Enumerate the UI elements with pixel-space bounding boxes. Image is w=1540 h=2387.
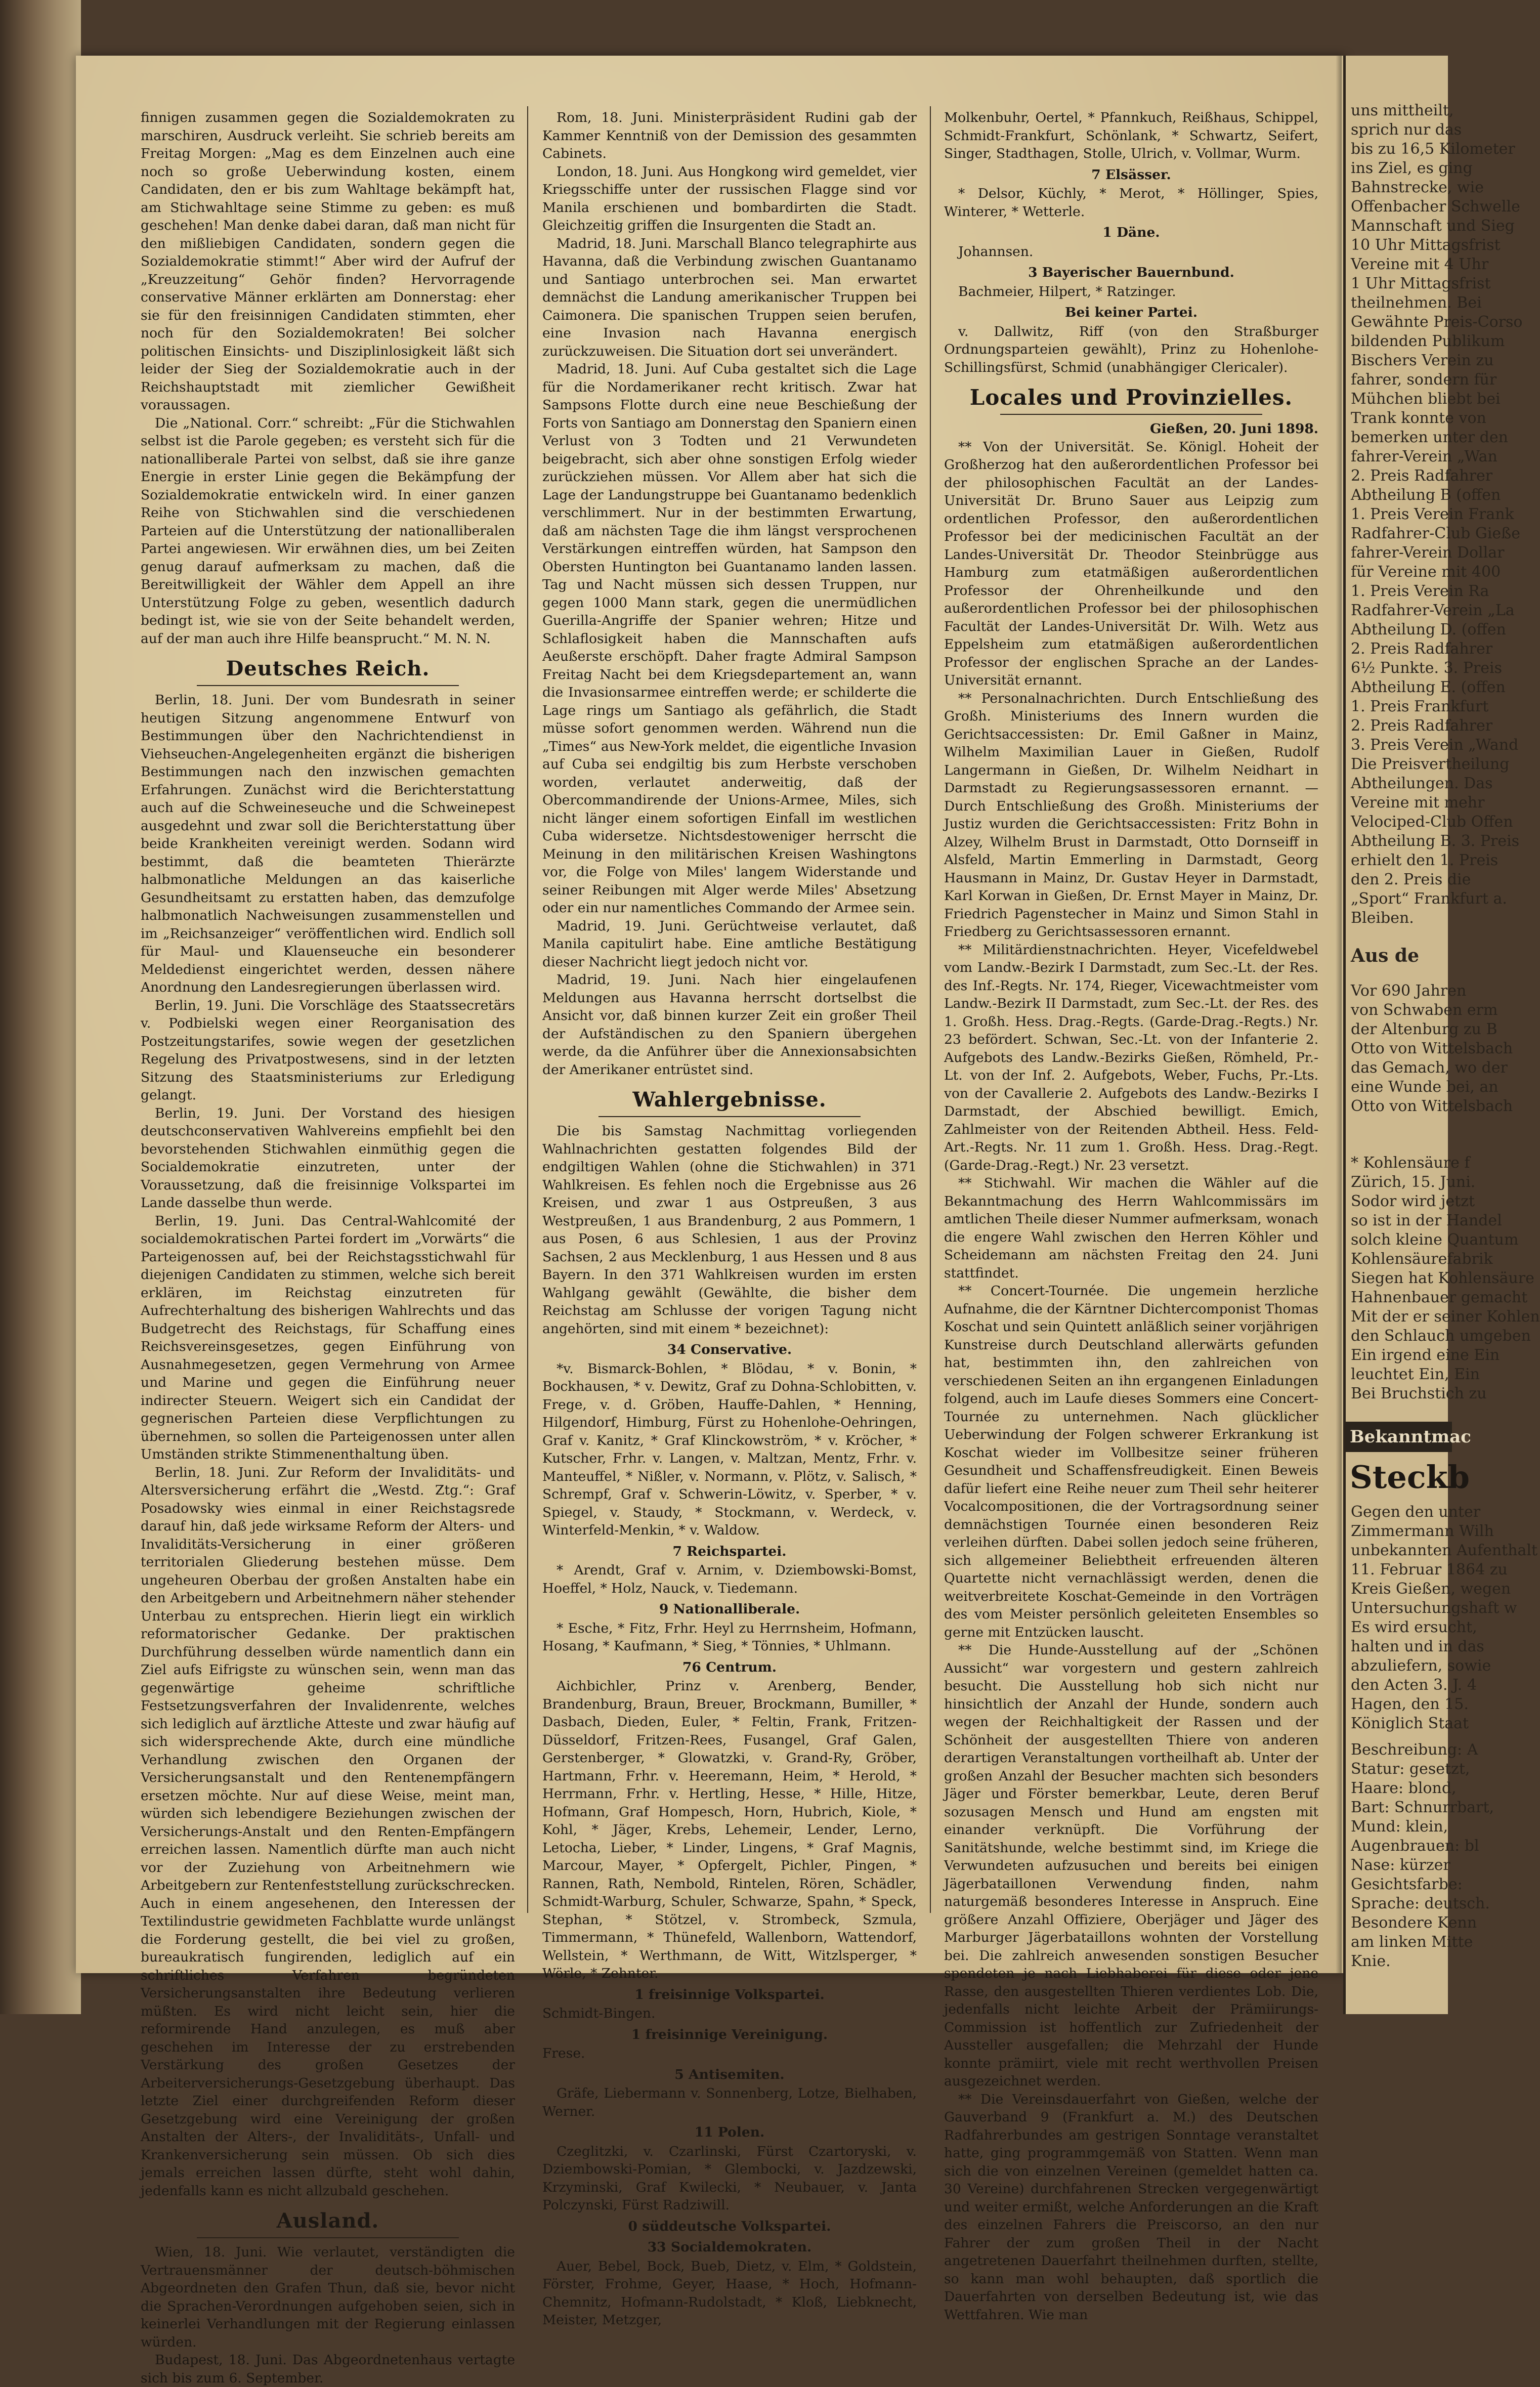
party-members: Czeglitzki, v. Czarlinski, Fürst Czartoryski, v. Dziembowski-Pomian, * Glembocki, v. Jazdzewski, Krzyminski, Graf Kwilecki, * Neubauer, v. Janta Polczynski, Fürst Radziwill. xyxy=(542,2143,917,2213)
party-members: * Delsor, Küchly, * Merot, * Höllinger, Spies, Winterer, * Wetterle. xyxy=(944,186,1318,220)
book-binding xyxy=(0,0,81,2014)
party-heading: 1 freisinnige Vereinigung. xyxy=(631,2026,828,2042)
article-paragraph: Berlin, 19. Juni. Der Vorstand des hiesigen deutschconservativen Wahlvereins empfiehlt bei den bevorstehenden Stichwahlen einmüthig gegen die Socialdemokratie einzutreten, unter der Voraussetzung, daß die freisinnige Volkspartei im Lande dasselbe thun werde. xyxy=(141,1105,515,1211)
article-paragraph: Madrid, 19. Juni. Gerüchtweise verlautet, daß Manila capitulirt habe. Eine amtliche Bestätigung dieser Nachricht liegt jedoch nicht vor. xyxy=(542,918,917,970)
adjacent-text-line: Es wird ersucht, xyxy=(1351,1618,1477,1636)
party-heading: 3 Bayerischer Bauernbund. xyxy=(1028,265,1234,280)
column-rule-1 xyxy=(527,106,528,1913)
adjacent-text-line: Königlich Staat xyxy=(1351,1715,1469,1732)
adjacent-text-line: Statur: gesetzt, xyxy=(1351,1760,1470,1778)
party-heading: 1 Däne. xyxy=(1102,225,1160,240)
adjacent-text-line: Velociped-Club Offen xyxy=(1351,813,1513,831)
adjacent-text-line: erhielt den 1. Preis xyxy=(1351,851,1499,869)
adjacent-text-line: uns mittheilt, xyxy=(1351,102,1454,119)
adjacent-text-line: Bart: Schnurrbart, xyxy=(1351,1799,1494,1816)
adjacent-text-line: leuchtet Ein, Ein xyxy=(1351,1366,1480,1383)
adjacent-text-line: Gegen den unter xyxy=(1351,1503,1481,1521)
article-paragraph: London, 18. Juni. Aus Hongkong wird gemeldet, vier Kriegsschiffe unter der russischen Flagge sind vor Manila erschienen und bombardirten die Stadt. Gleichzeitig griffen die Insurgenten die Stadt an. xyxy=(542,163,917,233)
party-members: *v. Bismarck-Bohlen, * Blödau, * v. Bonin, * Bockhausen, * v. Dewitz, Graf zu Dohna-Schlobitten, v. Frege, v. d. Gröben, Hauffe-Dahlen, * Henning, Hilgendorf, Himburg, Fürst zu Hohenlohe-Oehringen, Graf v. Kanitz, * Graf Klinckowström, * v. Kröcher, * Kutscher, Frhr. v. Langen, v. Maltzan, Mentz, Frhr. v. Manteuffel, * Nißler, v. Normann, v. Plötz, v. Salisch, * Schrempf, Graf v. Schwerin-Löwitz, v. Sperber, * v. Spiegel, v. Staudy, * Stockmann, v. Werdeck, v. Winterfeld-Menkin, * v. Waldow. xyxy=(542,1360,917,1538)
heading-rule xyxy=(1000,414,1262,415)
adjacent-text-block xyxy=(1351,1154,1540,1403)
heading-rule xyxy=(598,1116,861,1117)
adjacent-text-line: halten und in das xyxy=(1351,1638,1484,1655)
adjacent-text-line: Hahnenbauer gemacht xyxy=(1351,1289,1528,1306)
party-heading: Bei keiner Partei. xyxy=(1065,305,1197,320)
adjacent-text-line: Besondere Kenn xyxy=(1351,1914,1477,1932)
adjacent-text-line: Otto von Wittelsbach xyxy=(1351,1097,1513,1115)
adjacent-text-line: Untersuchungshaft w xyxy=(1351,1599,1517,1617)
party-members: Bachmeier, Hilpert, * Ratzinger. xyxy=(958,283,1176,300)
page-fold-shadow xyxy=(1336,56,1342,1973)
adjacent-text-line: ins Ziel, es ging xyxy=(1351,159,1473,177)
heading-rule xyxy=(197,2237,459,2238)
adjacent-text-line: 2. Preis Radfahrer xyxy=(1351,640,1493,658)
adjacent-text-line: eine Wunde bei, an xyxy=(1351,1078,1499,1096)
adjacent-text-line: Gewähnte Preis-Corso xyxy=(1351,313,1523,331)
adjacent-text-line: 2. Preis Radfahrer xyxy=(1351,717,1493,735)
adjacent-text-line: Zürich, 15. Juni. xyxy=(1351,1173,1476,1191)
party-heading: 7 Elsässer. xyxy=(1091,166,1171,183)
adjacent-text-line: solch kleine Quantum xyxy=(1351,1231,1519,1249)
adjacent-text-line: Otto von Wittelsbach xyxy=(1351,1040,1513,1057)
article-paragraph: ** Personalnachrichten. Durch Entschließung des Großh. Ministeriums des Innern wurden die Gerichtsaccessisten: Dr. Emil Gaßner in Mainz, Wilhelm Maximilian Lauer in Gießen, Rudolf Langermann in Gießen, Dr. Wilhelm Neidhart in Darmstadt zu Regierungsassessoren ernannt. — Durch Entschließung des Großh. Ministeriums der Justiz wurden die Gerichtsaccessisten: Fritz Bohn in Alzey, Wilhelm Brust in Darmstadt, Otto Dornseiff in Alsfeld, Martin Emmerling in Darmstadt, Georg Hausmann in Mainz, Dr. Gustav Heyer in Darmstadt, Karl Korwan in Gießen, Dr. Ernst Mayer in Mainz, Dr. Friedrich Pagenstecher in Mainz und Simon Stahl in Friedberg zu Gerichtsassessoren ernannt. xyxy=(944,690,1318,940)
adjacent-text-line: so ist in der Handel xyxy=(1351,1212,1502,1229)
article-paragraph: Die „National. Corr.“ schreibt: „Für die Stichwahlen selbst ist die Parole gegeben; es versteht sich für die nationalliberale Partei von selbst, daß sie ihre ganze Energie in erster Linie gegen die Bekämpfung der Sozialdemokratie entwickeln wird. In einer ganzen Reihe von Stichwahlen sind die verschiedenen Parteien auf die Unterstützung der nationalliberalen Partei angewiesen. Wir erwähnen dies, um bei Zeiten genug darauf aufmerksam zu machen, daß die Bereitwilligkeit der Wähler dem Appell an ihre Unterstützung Folge zu geben, wesentlich dadurch bedingt ist, wie sie von der Seite behandelt werden, auf der man auch ihre Hilfe beansprucht.“ M. N. N. xyxy=(141,415,515,647)
party-members: Johannsen. xyxy=(958,243,1034,260)
adjacent-text-line: Trank konnte von xyxy=(1351,409,1486,427)
adjacent-text-line: 10 Uhr Mittagsfrist xyxy=(1351,236,1501,254)
adjacent-text-line: Abtheilungen. Das xyxy=(1351,775,1493,792)
adjacent-text-line: Abtheilung D. (offen xyxy=(1351,621,1506,638)
adjacent-text-line: fahrer-Verein „Wan xyxy=(1351,448,1498,465)
article-paragraph: ** Stichwahl. Wir machen die Wähler auf die Bekanntmachung des Herrn Wahlcommissärs im amtlichen Theile dieser Nummer aufmerksam, wonach die engere Wahl zwischen den Herren Köhler und Scheidemann am nächsten Freitag den 24. Juni stattfindet. xyxy=(944,1175,1318,1281)
adjacent-text-block xyxy=(1351,1503,1537,1733)
adjacent-text-line: Bahnstrecke, wie xyxy=(1351,179,1484,196)
party-members: Molkenbuhr, Oertel, * Pfannkuch, Reißhaus, Schippel, Schmidt-Frankfurt, Schönlank, * Schwartz, Seifert, Singer, Stadthagen, Stolle, Ulrich, v. Vollmar, Wurm. xyxy=(944,110,1318,161)
article-paragraph: Die bis Samstag Nachmittag vorliegenden Wahlnachrichten gestatten folgendes Bild der endgiltigen Wahlen (ohne die Stichwahlen) in 371 Wahlkreisen. Es fehlen noch die Ergebnisse aus 26 Kreisen, und zwar 1 aus Ostpreußen, 3 aus Westpreußen, 1 aus Brandenburg, 2 aus Pommern, 1 aus Posen, 6 aus Schlesien, 1 aus der Provinz Sachsen, 2 aus Mecklenburg, 1 aus Hessen und 8 aus Bayern. In den 371 Wahlkreisen wurden im ersten Wahlgang gewählt (Gewählte, die bisher dem Reichstag am Schlusse der vorigen Tagung nicht angehörten, sind mit einem * bezeichnet): xyxy=(542,1123,917,1337)
adjacent-text-line: Bischers Verein zu xyxy=(1351,352,1494,369)
article-paragraph: Berlin, 19. Juni. Das Central-Wahlcomité der socialdemokratischen Partei fordert im „Vorwärts“ die Parteigenossen auf, bei der Reichstagsstichwahl für diejenigen Candidaten zu stimmen, welche sich bereit erklären, im Reichstag einzutreten für Aufrechterhaltung des bisherigen Wahlrechts und das Budgetrecht des Reichstags, für Schaffung eines Reichsvereinsgesetzes, gegen Einführung von Ausnahmegesetzen, gegen Vermehrung von Armee und Marine und gegen die Einführung neuer indirecter Steuern. Weigert sich ein Candidat der gegnerischen Parteien diese Verpflichtungen zu übernehmen, so sollen die Parteigenossen unter allen Umständen strikte Stimmenenthaltung üben. xyxy=(141,1213,515,1462)
adjacent-text-line: bemerken unter den xyxy=(1351,429,1508,446)
adjacent-text-line: Sprache: deutsch. xyxy=(1351,1895,1490,1912)
party-members: Schmidt-Bingen. xyxy=(542,2006,656,2021)
party-heading: 5 Antisemiten. xyxy=(674,2066,785,2082)
adjacent-text-line: Abtheilung B. 3. Preis xyxy=(1351,832,1520,850)
party-members: v. Dallwitz, Riff (von den Straßburger Ordnungsparteien gewählt), Prinz zu Hohenlohe-Schillingsfürst, Schmid (unabhängiger Clericaler). xyxy=(944,323,1318,375)
adjacent-text-line: Bei Bruchstich zu xyxy=(1351,1385,1487,1402)
column-1 xyxy=(141,109,515,2387)
dateline: Gießen, 20. Juni 1898. xyxy=(1150,421,1318,437)
adjacent-text-line: Offenbacher Schwelle xyxy=(1351,198,1520,216)
column-rule-2 xyxy=(930,106,931,1913)
adjacent-text-line: bis zu 16,5 Kilometer xyxy=(1351,140,1515,158)
article-paragraph: Madrid, 18. Juni. Marschall Blanco telegraphirte aus Havanna, daß die Verbindung zwischen Guantanamo und Santiago unterbrochen sei. Man erwartet demnächst die Landung amerikanischer Truppen bei Caimonera. Die spanischen Truppen seien berufen, eine Invasion nach Havanna energisch zurückzuweisen. Die Situation dort sei unverändert. xyxy=(542,235,917,359)
adjacent-text-line: Beschreibung: A xyxy=(1351,1741,1478,1759)
adjacent-text-line: Ein irgend eine Ein xyxy=(1351,1346,1500,1364)
steckbrief-heading: Steckb xyxy=(1350,1459,1470,1496)
article-paragraph: ** Die Vereinsdauerfahrt von Gießen, welche der Gauverband 9 (Frankfurt a. M.) des Deutschen Radfahrerbundes am gestrigen Sonntage veranstaltet hatte, ging programmgemäß von Statten. Wenn man sich die von einzelnen Vereinen (gemeldet hatten ca. 30 Vereine) durchfahrenen Strecken vergegenwärtigt und weiter ermißt, welche Anforderungen an die Kraft des einzelnen Fahrers die Preiscorso, an den nur Fahrer der zum großen Theil in der Nacht angetretenen Dauerfahrt theilnehmen durften, stellte, so kann man wohl behaupten, daß sportlich die Dauerfahrten von derselben Bedeutung ist, wie das Wettfahren. Wie man xyxy=(944,2091,1318,2323)
section-heading-text: Locales und Provinzielles. xyxy=(969,385,1293,410)
adjacent-text-line: Sodor wird jetzt xyxy=(1351,1192,1475,1210)
party-members: Auer, Bebel, Bock, Bueb, Dietz, v. Elm, * Goldstein, Förster, Frohme, Geyer, Haase, * Hoch, Hofmann-Chemnitz, Hofmann-Rudolstadt, * Kloß, Liebknecht, Meister, Metzger, xyxy=(542,2258,917,2328)
section-heading-deutsches-reich xyxy=(141,657,515,686)
article-paragraph: Berlin, 18. Juni. Der vom Bundesrath in seiner heutigen Sitzung angenommene Entwurf von Bestimmungen über den Nachrichtendienst in Viehseuchen-Angelegenheiten ergänzt die bisherigen Bestimmungen nach den inzwischen gemachten Erfahrungen. Zunächst wird die Berichterstattung auch auf die Schweineseuche und die Schweinepest ausgedehnt und zwar soll die Berichterstattung über beide Krankheiten vereinigt werden. Sodann wird bestimmt, daß die beamteten Thierärzte halbmonatliche Meldungen an das kaiserliche Gesundheitsamt zu erstatten haben, das demzufolge halbmonatlich Nachweisungen zusammenstellen und im „Reichsanzeiger“ veröffentlichen wird. Endlich soll für Maul- und Klauenseuche ein besonderer Meldedienst eingerichtet werden, dessen nähere Anordnung den Landesregierungen überlassen wird. xyxy=(141,692,515,995)
adjacent-text-block xyxy=(1351,101,1523,928)
party-heading: 7 Reichspartei. xyxy=(672,1543,787,1559)
adjacent-text-line: den 2. Preis die xyxy=(1351,871,1471,888)
adjacent-text-line: Mühchen bliebt bei xyxy=(1351,390,1501,408)
article-paragraph: ** Die Hunde-Ausstellung auf der „Schönen Aussicht“ war vorgestern und gestern zahlreich besucht. Die Ausstellung hob sich nicht nur hinsichtlich der Anzahl der Hunde, sondern auch wegen der Reichhaltigkeit der Rassen und der Schönheit der ausgestellten Thiere von anderen derartigen Veranstaltungen vortheilhaft ab. Unter der großen Anzahl der Besucher machten sich besonders Jäger und Förster bemerkbar, Leute, deren Beruf sozusagen Mensch und Hund am engsten mit einander verknüpft. Die Vorführung der Sanitätshunde, welche bestimmt sind, im Kriege die Verwundeten aufzusuchen und bereits bei einigen Jägerbataillonen Verwendung finden, nahm naturgemäß besonderes Interesse in Anspruch. Eine größere Anzahl Offiziere, Oberjäger und Jäger des Marburger Jägerbataillons wohnten der Vorstellung bei. Die zahlreich anwesenden sonstigen Besucher spendeten je nach Liebhaberei für diese oder jene Rasse, den ausgestellten Thieren verdientes Lob. Die, jedenfalls nicht leichte Arbeit der Prämiirungs-Commission ist hoffentlich zur Zufriedenheit der Aussteller ausgefallen; die Mehrzahl der Hunde konnte prämiirt, viele mit recht werthvollen Preisen ausgezeichnet werden. xyxy=(944,1642,1318,2089)
article-paragraph: Rom, 18. Juni. Ministerpräsident Rudini gab der Kammer Kenntniß von der Demission des gesammten Cabinets. xyxy=(542,110,917,161)
party-heading: 33 Socialdemokraten. xyxy=(647,2239,812,2255)
adjacent-text-line: 3. Preis Verein „Wand xyxy=(1351,736,1519,754)
adjacent-text-line: Mannschaft und Sieg xyxy=(1351,217,1515,235)
adjacent-text-line: 2. Preis Radfahrer xyxy=(1351,467,1493,485)
article-paragraph: ** Militärdienstnachrichten. Heyer, Vicefeldwebel vom Landw.-Bezirk I Darmstadt, zum Sec.-Lt. der Res. des Inf.-Regts. Nr. 174, Rieger, Vicewachtmeister vom Landw.-Bezirk II Darmstadt, zum Sec.-Lt. der Res. des 1. Großh. Hess. Drag.-Regts. (Garde-Drag.-Regts.) Nr. 23 befördert. Schwan, Sec.-Lt. von der Infanterie 2. Aufgebots des Landw.-Bezirks Gießen, Römheld, Pr.-Lt. von der Inf. 2. Aufgebots, Weber, Fuchs, Pr.-Lts. von der Cavallerie 2. Aufgebots des Landw.-Bezirks I Darmstadt, der Abschied bewilligt. Emich, Zahlmeister von der Reitenden Abtheil. Hess. Feld-Art.-Regts. Nr. 11 zum 1. Großh. Hess. Drag.-Regt. (Garde-Drag.-Regt.) Nr. 23 versetzt. xyxy=(944,942,1318,1173)
adjacent-text-line: unbekannten Aufenthalt xyxy=(1351,1542,1538,1559)
adjacent-text-line: Mit der er seiner Kohlen xyxy=(1351,1308,1540,1326)
party-members: * Arendt, Graf v. Arnim, v. Dziembowski-Bomst, Hoeffel, * Holz, Nauck, v. Tiedemann. xyxy=(542,1562,917,1596)
adjacent-text-line: * Kohlensäure f xyxy=(1351,1154,1470,1172)
party-members: Aichbichler, Prinz v. Arenberg, Bender, Brandenburg, Braun, Breuer, Brockmann, Bumiller, * Dasbach, Dieden, Euler, * Feltin, Frank, Fritzen-Düsseldorf, Fritzen-Rees, Fusangel, Graf Galen, Gerstenberger, * Glowatzki, v. Grand-Ry, Gröber, Hartmann, Frhr. v. Heeremann, Heim, * Herold, * Herrmann, Frhr. v. Hertling, Hesse, * Hille, Hitze, Hofmann, Graf Hompesch, Horn, Hubrich, Kiole, * Kohl, * Jäger, Krebs, Lehemeir, Lender, Lerno, Letocha, Lieber, * Linder, Lingens, * Graf Magnis, Marcour, Mayer, * Opfergelt, Pichler, Pingen, * Rannen, Rath, Nembold, Rintelen, Rören, Schädler, Schmidt-Warburg, Schuler, Schwarze, Spahn, * Speck, Stephan, * Stötzel, v. Strombeck, Szmula, Timmermann, * Thünefeld, Wallenborn, Wattendorf, Wellstein, * Werthmann, de Witt, Witzlsperger, * Wörle, * Zehnter. xyxy=(542,1678,917,1981)
adjacent-text-line: Augenbrauen: bl xyxy=(1351,1837,1479,1855)
section-heading-text: Wahlergebnisse. xyxy=(632,1088,827,1112)
column-2 xyxy=(542,109,917,2329)
adjacent-text-line: Abtheilung B (offen xyxy=(1351,486,1501,504)
adjacent-text-line: sprich nur das xyxy=(1351,121,1462,139)
adjacent-text-line: den Acten 3. J. 4 xyxy=(1351,1676,1477,1694)
article-paragraph: Berlin, 18. Juni. Zur Reform der Invaliditäts- und Altersversicherung erfährt die „Westd. Ztg.“: Graf Posadowsky wies einmal in einer Reichstagsrede darauf hin, daß jede wirksame Reform der Alters- und Invaliditäts-Versicherung in einer größeren territorialen Gliederung bestehen müsse. Dem ungeheuren Oberbau der großen Anstalten habe ein den Arbeitgebern und Arbeitnehmern näher stehender Unterbau zu entsprechen. Hierin liegt ein wirklich reformatorischer Gedanke. Der praktischen Durchführung desselben würde namentlich dann ein Ziel aufs Eifrigste zu wünschen sein, wenn man das gegenwärtige geheime schriftliche Festsetzungsverfahren der Invalidenrente, welches sich lediglich auf ärztliche Atteste und zwar häufig auf sich widersprechende Akte, durch eine mündliche Verhandlung zwischen den Organen der Versicherungsanstalt und den Rentenempfängern ersetzen möchte. Nur auf diese Weise, meint man, würden sich lebendigere Beziehungen zwischen der Versicherungs-Anstalt und den Renten-Empfängern erreichen lassen. Namentlich dürfte man auch nicht vor der Zuziehung von Arbeitnehmern wie Arbeitgebern zur Rentenfeststellung zurückschrecken. Auch in einem angesehenen, den Interessen der Textilindustrie gewidmeten Fachblatte wurde unlängst die Forderung gestellt, die bei viel zu großen, bureaukratisch fungirenden, lediglich auf ein schriftliches Verfahren begründeten Versicherungsanstalten ihre Bedeutung verlieren müßten. Es wird nicht leicht sein, hier die reformirende Hand anzulegen, es muß aber geschehen im Interesse der zu erstrebenden Verstärkung des großen Gesetzes der Arbeiterversicherungs-Gesetzgebung überhaupt. Das letzte Ziel einer durchgreifenden Reform dieser Gesetzgebung wird eine Vereinigung der großen Anstalten der Alters-, der Invaliditäts-, Unfall- und Krankenversicherung sein müssen. Ob sich dies jemals erreichen lassen dürfte, steht wohl dahin, jedenfalls kann es nicht allzubald geschehen. xyxy=(141,1464,515,2199)
adjacent-text-line: Zimmermann Wilh xyxy=(1351,1522,1494,1540)
party-heading: 0 süddeutsche Volkspartei. xyxy=(628,2218,831,2234)
article-paragraph: finnigen zusammen gegen die Sozialdemokraten zu marschiren, Ausdruck verleiht. Sie schrieb bereits am Freitag Morgen: „Mag es dem Einzelnen auch eine noch so große Ueberwindung kosten, einem Candidaten, den er bis zum Wahltage bekämpft hat, am Stichwahltage seine Stimme zu geben: es muß geschehen! Man denke dabei daran, daß man nicht für den mißliebigen Candidaten, sondern gegen die Sozialdemokratie stimmt!“ Aber wird der Aufruf der „Kreuzzeitung“ Gehör finden? Hervorragende conservative Männer erklärten am Donnerstag: eher sie für den freisinnigen Candidaten stimmten, eher noch für den Sozialdemokraten! Bei solcher politischen Einsichts- und Disziplinlosigkeit läßt sich leider der Sieg der Sozialdemokratie auch in der Reichshauptstadt mit ziemlicher Gewißheit voraussagen. xyxy=(141,110,515,413)
adjacent-text-line: 6½ Punkte. 3. Preis xyxy=(1351,659,1503,677)
heading-rule xyxy=(197,685,459,686)
party-heading: 11 Polen. xyxy=(694,2124,765,2140)
adjacent-text-line: Nase: kürzer xyxy=(1351,1856,1450,1874)
article-paragraph: ** Concert-Tournée. Die ungemein herzliche Aufnahme, die der Kärntner Dichtercomponist Thomas Koschat und sein Quintett anläßlich seiner vorjährigen Kunstreise durch Deutschland allerwärts gefunden hat, bestimmten ihn, den zahlreichen von verschiedenen Seiten an ihn ergangenen Einladungen folgend, auch im Laufe dieses Sommers eine Concert-Tournée zu unternehmen. Nach glücklicher Ueberwindung der Folgen schwerer Erkrankung ist Koschat wieder im Vollbesitze seiner früheren Gesundheit und Schaffensfreudigkeit. Einen Beweis dafür liefert eine Reihe neuer zum Theil sehr heiterer Vocalcompositionen, die der Vortragsordnung seiner demnächstigen Tournée einen besonderen Reiz verleihen dürften. Dabei sollen jedoch seine früheren, sich allgemeiner Beliebtheit erfreuenden älteren Quartette nicht vernachlässigt werden, denen die weitverbreitete Koschat-Gemeinde in den Vorträgen des vom Meister persönlich geleiteten Ensembles so gerne mit Entzücken lauscht. xyxy=(944,1283,1318,1640)
article-paragraph: Wien, 18. Juni. Wie verlautet, verständigten die Vertrauensmänner der deutsch-böhmischen Abgeordneten den Grafen Thun, daß sie, bevor nicht die Sprachen-Verordnungen aufgehoben seien, sich in keinerlei Verhandlungen mit der Regierung einlassen würden. xyxy=(141,2244,515,2350)
article-paragraph: Madrid, 19. Juni. Nach hier eingelaufenen Meldungen aus Havanna herrscht dortselbst die Ansicht vor, daß binnen kurzer Zeit ein großer Theil der Aufständischen zu den Spaniern übergehen werde, da die Anführer über die Annexionsabsichten der Amerikaner entrüstet sind. xyxy=(542,972,917,1078)
section-heading-wahlergebnisse xyxy=(542,1088,917,1117)
adjacent-text-line: Vor 690 Jahren xyxy=(1351,982,1467,1000)
adjacent-text-line: Die Preisvertheilung xyxy=(1351,755,1510,773)
adjacent-text-line: Hagen, den 15. xyxy=(1351,1695,1469,1713)
adjacent-text-line: abzuliefern, sowie xyxy=(1351,1657,1491,1675)
adjacent-text-line: Kohlensäurefabrik xyxy=(1351,1250,1493,1268)
section-heading-text: Deutsches Reich. xyxy=(226,657,430,680)
adjacent-text-block xyxy=(1351,982,1513,1116)
adjacent-text-line: von Schwaben erm xyxy=(1351,1001,1498,1019)
adjacent-text-line: am linken Mitte xyxy=(1351,1933,1473,1951)
adjacent-text-line: Knie. xyxy=(1351,1952,1391,1970)
adjacent-text-line: Abtheilung E. (offen xyxy=(1351,678,1506,696)
article-paragraph: Berlin, 19. Juni. Die Vorschläge des Staatssecretärs v. Podbielski wegen einer Reorganisation des Postzeitungstarifes, sowie wegen der gesetzlichen Regelung des Privatpostwesens, sind in der letzten Sitzung des Staatsministeriums zur Erledigung gelangt. xyxy=(141,997,515,1103)
article-paragraph: Madrid, 18. Juni. Auf Cuba gestaltet sich die Lage für die Nordamerikaner recht kritisch. Zwar hat Sampsons Flotte durch eine neue Beschießung der Forts von Santiago am Donnerstag den Spaniern einen Verlust von 3 Todten und 21 Verwundeten beigebracht, sich aber ohne sonstigen Erfolg wieder zurückziehen müssen. Vor Allem aber hat sich die Lage der Landungstruppe bei Guantanamo bedenklich verschlimmert. Nur in der bestimmten Erwartung, daß am nächsten Tage die ihm längst versprochenen Verstärkungen eintreffen würden, hat Sampson den Obersten Huntington bei Guantanamo landen lassen. Tag und Nacht müssen sich dessen Truppen, nur gegen 1000 Mann stark, gegen die unermüdlichen Guerilla-Angriffe der Spanier wehren; Hitze und Schlaflosigkeit haben die Mannschaften aufs Aeußerste erschöpft. Daher fragte Admiral Sampson Freitag Nacht bei dem Kriegsdepartement an, wann die Invasionsarmee eintreffen werde; er schilderte die Lage rings um Santiago als gefährlich, die Stadt müsse sofort genommen werden. Während nun die „Times“ aus New-York meldet, die eigentliche Invasion auf Cuba sei endgiltig bis zum Herbste verschoben worden, verlautet anderweitig, daß der Obercommandirende der Unions-Armee, Miles, sich nicht länger einem sofortigen Einfall im westlichen Cuba widersetze. Nichtsdestoweniger herrscht die Meinung in den militärischen Kreisen Washingtons vor, die Folge von Miles' langem Widerstande und seiner Reibungen mit Alger werde Miles' Absetzung oder ein nur namentliches Commando der Armee sein. xyxy=(542,361,917,916)
adjacent-text-line: fahrer-Verein Dollar xyxy=(1351,544,1505,562)
adjacent-text-line: theilnehmen. Bei xyxy=(1351,294,1482,312)
adjacent-text-line: 1. Preis Verein Frank xyxy=(1351,505,1514,523)
adjacent-text-line: Mund: klein, xyxy=(1351,1818,1448,1836)
adjacent-text-line: 1. Preis Verein Ra xyxy=(1351,582,1489,600)
bekanntmachung-bar: Bekanntmac xyxy=(1346,1422,1452,1452)
section-heading-text: Ausland. xyxy=(276,2209,379,2233)
party-members: * Esche, * Fitz, Frhr. Heyl zu Herrnsheim, Hofmann, Hosang, * Kaufmann, * Sieg, * Tönnies, * Uhlmann. xyxy=(542,1620,917,1654)
adjacent-text-line: Siegen hat Kohlensäure xyxy=(1351,1269,1534,1287)
party-heading: 34 Conservative. xyxy=(667,1342,792,1357)
adjacent-heading: Aus de xyxy=(1351,945,1419,966)
article-paragraph: Budapest, 18. Juni. Das Abgeordnetenhaus vertagte sich bis zum 6. September. xyxy=(141,2352,515,2386)
adjacent-text-line: Radfahrer-Club Gieße xyxy=(1351,525,1520,542)
adjacent-text-line: Radfahrer-Verein „La xyxy=(1351,602,1515,619)
adjacent-text-line: 1. Preis Frankfurt xyxy=(1351,698,1489,715)
party-members: Frese. xyxy=(542,2045,585,2061)
adjacent-text-line: Vereine mit mehr xyxy=(1351,794,1485,812)
adjacent-text-line: bildenden Publikum xyxy=(1351,332,1505,350)
section-heading-ausland xyxy=(141,2209,515,2238)
column-3 xyxy=(944,109,1318,2324)
adjacent-page-strip xyxy=(1343,56,1540,2014)
adjacent-text-line: 11. Februar 1864 zu xyxy=(1351,1561,1508,1579)
adjacent-text-line: der Altenburg zu B xyxy=(1351,1020,1498,1038)
adjacent-text-line: „Sport“ Frankfurt a. xyxy=(1351,890,1507,908)
section-heading-locales xyxy=(944,386,1318,415)
adjacent-text-line: fahrer, sondern für xyxy=(1351,371,1497,389)
party-heading: 76 Centrum. xyxy=(682,1659,777,1675)
adjacent-text-line: Bleiben. xyxy=(1351,909,1414,927)
adjacent-text-line: 1 Uhr Mittagsfrist xyxy=(1351,275,1491,292)
party-heading: 9 Nationalliberale. xyxy=(659,1601,800,1617)
adjacent-text-line: den Schlauch umgeben xyxy=(1351,1327,1531,1345)
party-heading: 1 freisinnige Volkspartei. xyxy=(634,1986,825,2002)
adjacent-text-line: Vereine mit 4 Uhr xyxy=(1351,255,1489,273)
adjacent-text-block xyxy=(1351,1740,1494,1971)
article-paragraph: ** Von der Universität. Se. Königl. Hoheit der Großherzog hat den außerordentlichen Professor bei der philosophischen Facultät an der Landes-Universität Dr. Bruno Sauer aus Leipzig zum ordentlichen Professor, den außerordentlichen Professor bei der medicinischen Facultät an der Landes-Universität Dr. Theodor Steinbrügge aus Hamburg zum etatmäßigen außerordentlichen Professor der Ohrenheilkunde und den außerordentlichen Professor bei der philosophischen Facultät der Landes-Universität Dr. Wilh. Wetz aus Eppelsheim zum etatmäßigen außerordentlichen Professor der englischen Sprache an der Landes-Universität ernannt. xyxy=(944,439,1318,688)
adjacent-text-line: für Vereine mit 400 xyxy=(1351,563,1501,581)
adjacent-text-line: Kreis Gießen, wegen xyxy=(1351,1580,1511,1598)
adjacent-text-line: Gesichtsfarbe: xyxy=(1351,1876,1463,1893)
adjacent-text-line: das Gemach, wo der xyxy=(1351,1059,1508,1077)
adjacent-text-line: Haare: blond, xyxy=(1351,1779,1457,1797)
party-members: Gräfe, Liebermann v. Sonnenberg, Lotze, Bielhaben, Werner. xyxy=(542,2085,917,2119)
